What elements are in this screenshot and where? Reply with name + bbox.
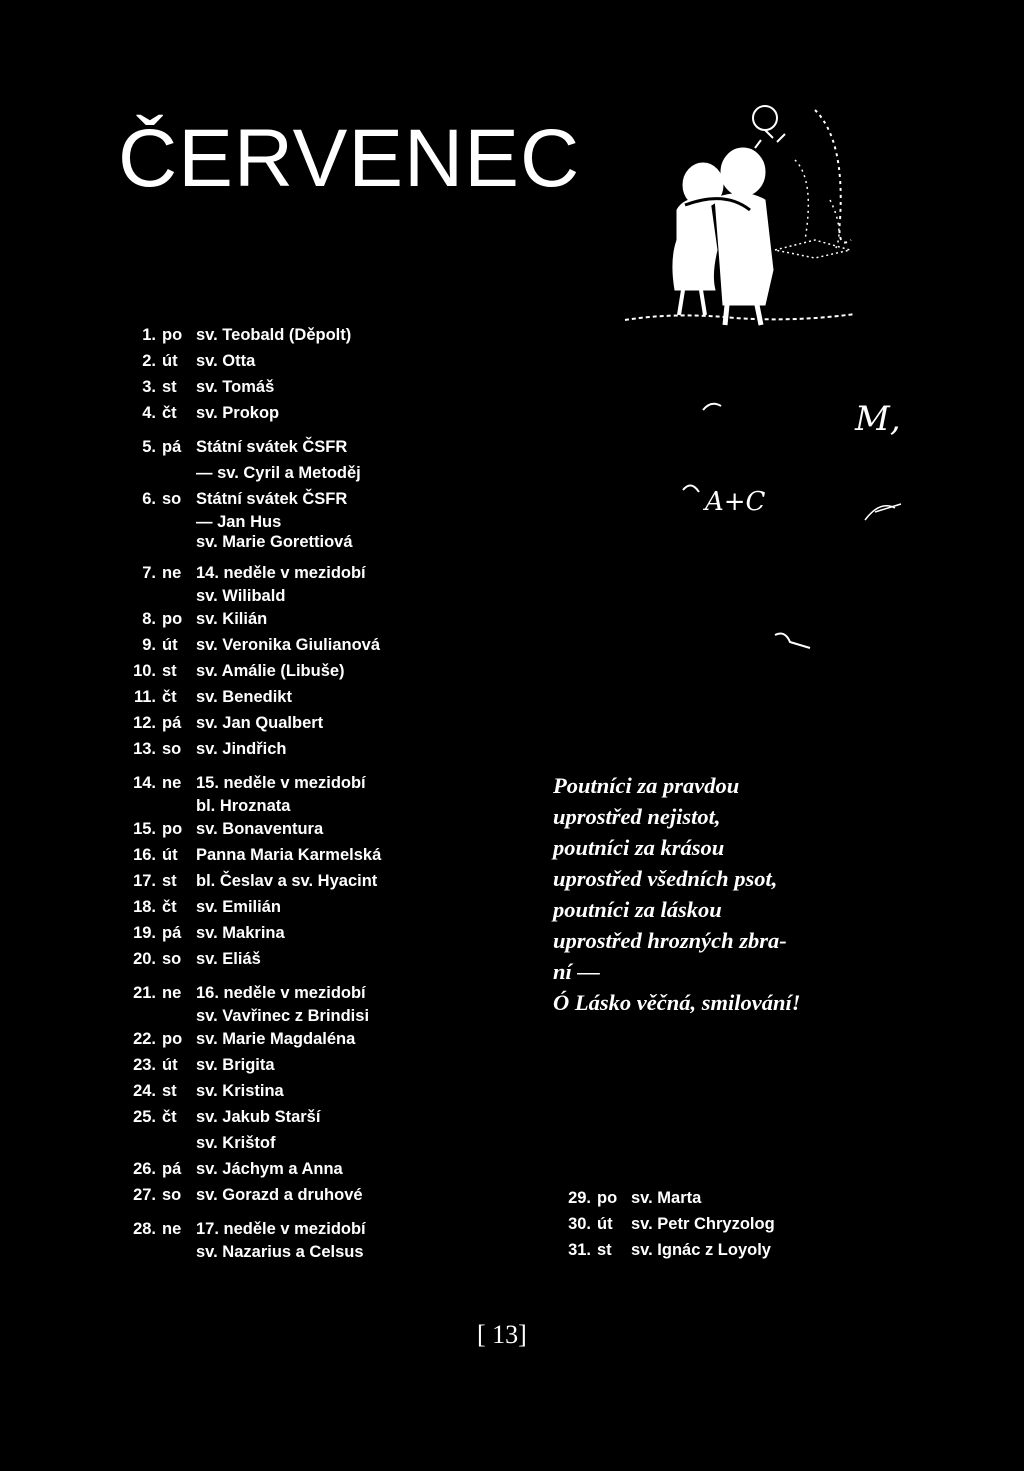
list-item: — sv. Cyril a Metoděj xyxy=(196,464,361,482)
couple-illustration xyxy=(615,100,875,330)
list-item: 5. pá Státní svátek ČSFR xyxy=(142,438,348,456)
graffiti-text-m: M, xyxy=(855,399,901,439)
graffiti-text-initials: A+C xyxy=(705,487,766,517)
list-item: 7. ne 14. neděle v mezidobí xyxy=(142,564,366,582)
list-item: 17. st bl. Česlav a sv. Hyacint xyxy=(133,872,378,890)
list-item: bl. Hroznata xyxy=(196,797,291,815)
list-item: sv. Wilibald xyxy=(196,587,286,605)
poem-line: poutníci za láskou xyxy=(553,897,722,922)
calendar-days-right xyxy=(553,1185,853,1263)
list-item: 23. út sv. Brigita xyxy=(133,1056,275,1074)
list-item: 30. út sv. Petr Chryzolog xyxy=(568,1215,775,1233)
poem-line: poutníci za krásou xyxy=(553,835,725,860)
list-item: 12. pá sv. Jan Qualbert xyxy=(133,714,324,732)
poem xyxy=(553,770,953,1018)
list-item: 14. ne 15. neděle v mezidobí xyxy=(133,774,366,792)
poem-line: uprostřed hrozných zbra- xyxy=(553,928,787,953)
list-item: 28. ne 17. neděle v mezidobí xyxy=(133,1220,366,1238)
list-item: sv. Krištof xyxy=(196,1134,276,1152)
list-item: 20. so sv. Eliáš xyxy=(133,950,261,968)
list-item: 29. po sv. Marta xyxy=(568,1189,702,1207)
calendar-days-left xyxy=(118,322,448,1262)
list-item: sv. Marie Gorettiová xyxy=(196,533,353,551)
list-item: 27. so sv. Gorazd a druhové xyxy=(133,1186,363,1204)
list-item: 1. po sv. Teobald (Děpolt) xyxy=(142,326,352,344)
list-item: 15. po sv. Bonaventura xyxy=(133,820,324,838)
list-item: 13. so sv. Jindřich xyxy=(133,740,287,758)
list-item: 6. so Státní svátek ČSFR xyxy=(142,490,348,508)
list-item: 11. čt sv. Benedikt xyxy=(133,688,292,706)
list-item: 19. pá sv. Makrina xyxy=(133,924,285,942)
list-item: 31. st sv. Ignác z Loyoly xyxy=(568,1241,771,1259)
list-item: 2. út sv. Otta xyxy=(142,352,256,370)
page-number: [ 13] xyxy=(477,1320,527,1349)
list-item: 24. st sv. Kristina xyxy=(133,1082,284,1100)
page-title: ČERVENEC xyxy=(118,113,581,204)
list-item: sv. Nazarius a Celsus xyxy=(196,1243,364,1261)
list-item: 9. út sv. Veronika Giulianová xyxy=(142,636,381,654)
poem-line: Ó Lásko věčná, smilování! xyxy=(553,990,801,1015)
list-item: 25. čt sv. Jakub Starší xyxy=(133,1108,321,1126)
list-item: sv. Vavřinec z Brindisi xyxy=(196,1007,370,1025)
list-item: 21. ne 16. neděle v mezidobí xyxy=(133,984,366,1002)
list-item: 22. po sv. Marie Magdaléna xyxy=(133,1030,356,1048)
list-item: 16. út Panna Maria Karmelská xyxy=(133,846,382,864)
list-item: — Jan Hus xyxy=(196,513,282,531)
poem-line: Poutníci za pravdou xyxy=(553,773,740,798)
list-item: 26. pá sv. Jáchym a Anna xyxy=(133,1160,343,1178)
list-item: 4. čt sv. Prokop xyxy=(142,404,280,422)
poem-line: uprostřed všedních psot, xyxy=(553,866,778,891)
graffiti-marks xyxy=(665,380,945,700)
list-item: 3. st sv. Tomáš xyxy=(142,378,275,396)
list-item: 18. čt sv. Emilián xyxy=(133,898,281,916)
poem-line: uprostřed nejistot, xyxy=(553,804,721,829)
list-item: 10. st sv. Amálie (Libuše) xyxy=(133,662,345,680)
list-item: 8. po sv. Kilián xyxy=(142,610,268,628)
poem-line: ní — xyxy=(553,959,600,984)
